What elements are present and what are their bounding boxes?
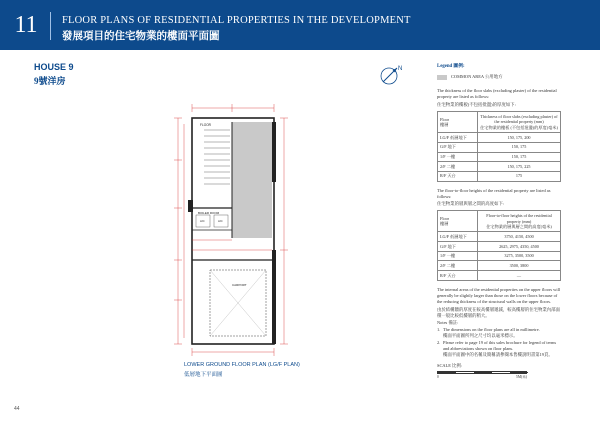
height-head-floor: Floor 樓層 <box>438 211 478 232</box>
header-band <box>0 0 600 50</box>
height-table <box>437 210 561 280</box>
slab-value: 175 <box>478 171 561 181</box>
slab-table-head <box>438 112 561 133</box>
title-en: FLOOR PLANS OF RESIDENTIAL PROPERTIES IN THE DEVELOPMENT <box>62 15 411 26</box>
slab-floor: R/F 天台 <box>438 171 478 181</box>
ac-label-2: A/C <box>218 219 223 223</box>
scale-segment <box>474 372 492 373</box>
scale-bar <box>437 371 527 374</box>
height-head-value: Floor-to-floor heights of the residential property (mm) 住宅物業的層與層之間的高度(毫米) <box>478 211 561 232</box>
legend-row <box>437 74 561 80</box>
table-row <box>438 171 561 181</box>
scale-labels <box>437 375 527 380</box>
table-row <box>438 242 561 252</box>
plan-caption-en: LOWER GROUND FLOOR PLAN (LG/F PLAN) <box>184 362 300 368</box>
height-floor: LG/F 低層地下 <box>438 232 478 242</box>
list-item <box>437 340 561 358</box>
notes-title: Notes 備註: <box>437 320 459 326</box>
note-zh: 樓面平面圖中的名稱及簡稱請參閱本售樓說明書第19頁。 <box>443 352 553 358</box>
internal-area-en: The internal areas of the residential properties on the upper floors will generally be slightly larger than those on the lower floors because of the reducing thickness of the structural walls on the upper floors. <box>437 286 561 304</box>
common-area <box>232 122 272 238</box>
slab-value: 150, 175, 200 <box>478 133 561 143</box>
table-row <box>438 271 561 281</box>
floor-plan-drawing <box>160 100 310 358</box>
info-column <box>437 64 561 380</box>
note-en: Please refer to page 19 of this sales brochure for legend of terms and abbreviations shown on floor plans. <box>443 340 557 352</box>
height-intro-en: The floor-to-floor heights of the residential property are listed as follows: <box>437 187 551 199</box>
note-number: 1. <box>437 327 441 333</box>
slab-floor: LG/F 低層地下 <box>438 133 478 143</box>
table-row <box>438 261 561 271</box>
scale-max: 5M(米) <box>516 375 527 380</box>
note-zh: 樓面平面圖所列之尺寸均以毫米標示。 <box>443 333 518 339</box>
legend-title: Legend 圖例: <box>437 64 465 69</box>
slab-floor: G/F 地下 <box>438 142 478 152</box>
slab-value: 150, 175 <box>478 152 561 162</box>
table-row <box>438 162 561 172</box>
slab-intro-en: The thickness of the floor slabs (excluding plaster) of the residential property are listed as follows: <box>437 88 557 100</box>
boiler-label: BOILER ROOM <box>198 211 220 215</box>
house-title-en: HOUSE 9 <box>34 62 74 72</box>
slab-floor: 1/F 一樓 <box>438 152 478 162</box>
house-title-zh: 9號洋房 <box>34 76 66 86</box>
carport-label: CARPORT <box>232 283 247 287</box>
scale-segment <box>510 372 528 373</box>
slab-value: 150, 175 <box>478 142 561 152</box>
header-divider <box>50 12 51 40</box>
height-value: — <box>478 271 561 281</box>
height-floor: R/F 天台 <box>438 271 478 281</box>
stair-label: FLOOR <box>200 123 211 127</box>
table-row <box>438 133 561 143</box>
section-number: 11 <box>14 12 38 38</box>
slab-floor: 2/F 二樓 <box>438 162 478 172</box>
slab-table <box>437 111 561 181</box>
legend-item: COMMON AREA 公用地方 <box>451 74 503 80</box>
table-row <box>438 142 561 152</box>
height-value: 3500, 3800 <box>478 261 561 271</box>
slab-head-floor: Floor 樓層 <box>438 112 478 133</box>
height-floor: G/F 地下 <box>438 242 478 252</box>
ac-label-1: A/C <box>200 219 205 223</box>
slab-head-value: Thickness of floor slabs (excluding plaster) of the residential property (mm) 住宅物業的樓板 (不包括批盪)的厚度(毫米) <box>478 112 561 133</box>
slab-value: 150, 175, 225 <box>478 162 561 172</box>
north-label: N <box>398 66 403 72</box>
scale-segment <box>438 372 456 373</box>
height-table-head <box>438 211 561 232</box>
list-item <box>437 327 561 339</box>
height-value: 2625, 2975, 4350, 4500 <box>478 242 561 252</box>
height-value: 3750, 4150, 4500 <box>478 232 561 242</box>
table-row <box>438 232 561 242</box>
height-floor: 2/F 二樓 <box>438 261 478 271</box>
plan-caption-zh: 低層地下平面圖 <box>184 372 223 378</box>
title-zh: 發展項目的住宅物業的樓面平面圖 <box>62 31 220 42</box>
internal-area-zh: 由於結構牆的厚度在較高樓層遞減，較高樓層的住宅物業內部面積一般比較低樓層的稍大。 <box>437 306 560 318</box>
scale-title: SCALE 比例: <box>437 363 463 369</box>
legend-swatch <box>437 75 447 80</box>
height-floor: 1/F 一樓 <box>438 251 478 261</box>
table-row <box>438 152 561 162</box>
height-intro-zh: 住宅物業的層與層之間的高度如下: <box>437 201 505 207</box>
height-value: 3275, 3500, 3500 <box>478 251 561 261</box>
scale-block <box>437 363 561 380</box>
table-row <box>438 251 561 261</box>
scale-zero: 0 <box>437 375 439 380</box>
north-arrow-icon <box>378 62 404 88</box>
note-number: 2. <box>437 340 441 346</box>
note-en: The dimensions on the floor plans are all in millimetre. <box>443 327 540 333</box>
slab-intro-zh: 住宅物業的樓板(不包括批盪)的厚度如下: <box>437 102 516 108</box>
page-number: 44 <box>14 406 20 412</box>
